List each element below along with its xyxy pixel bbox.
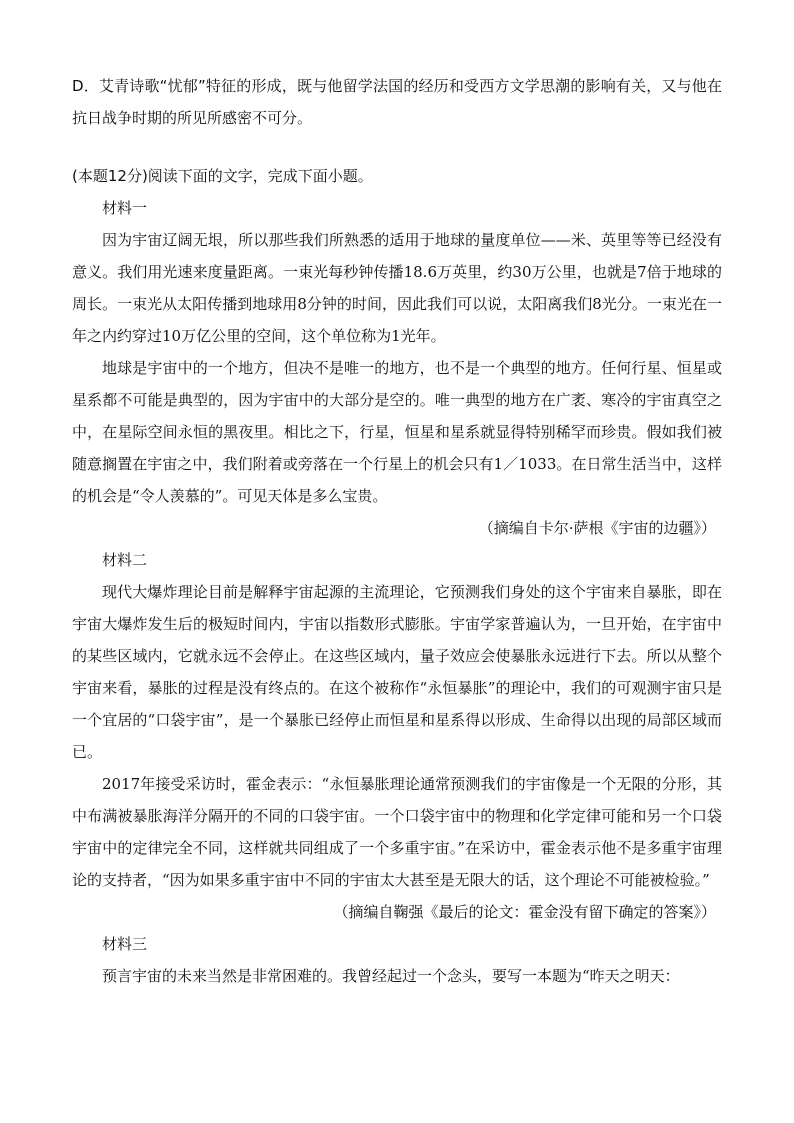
spacer [72, 134, 722, 160]
material2-source: （摘编自鞠强《最后的论文：霍金没有留下确定的答案》） [333, 903, 716, 921]
document-page [72, 70, 722, 992]
material3-para1: 预言宇宙的未来当然是非常困难的。我曾经起过一个念头，要写一本题为“昨天之明天： [102, 967, 680, 985]
material1-para1: 因为宇宙辽阔无垠，所以那些我们所熟悉的适用于地球的量度单位——米、英里等等已经没有意义。我们用光速来度量距离。一束光每秒钟传播18.6万英里，约30万公里，也就是7倍于地球的周长。一束光从太阳传播到地球用8分钟的时间，因此我们可以说，太阳离我们8光分。一束光在一年之内约穿过10万亿公里的空间，这个单位称为1光年。 [72, 231, 722, 345]
material2-para2: 2017年接受采访时，霍金表示：“永恒暴胀理论通常预测我们的宇宙像是一个无限的分形，其中布满被暴胀海洋分隔开的不同的口袋宇宙。一个口袋宇宙中的物理和化学定律可能和另一个口袋宇宙中的定律完全不同，这样就共同组成了一个多重宇宙。”在采访中，霍金表示他不是多重宇宙理论的支持者，“因为如果多重宇宙中不同的宇宙太大甚至是无限大的话，这个理论不可能被检验。” [72, 775, 722, 889]
material2-title: 材料二 [102, 551, 148, 569]
material1-para2: 地球是宇宙中的一个地方，但决不是唯一的地方，也不是一个典型的地方。任何行星、恒星或星系都不可能是典型的，因为宇宙中的大部分是空的。唯一典型的地方在广袤、寒冷的宇宙真空之中，在星际空间永恒的黑夜里。相比之下，行星，恒星和星系就显得特别稀罕而珍贵。假如我们被随意搁置在宇宙之中，我们附着或旁落在一个行星上的机会只有1／1033。在日常生活当中，这样的机会是“令人羡慕的”。可见天体是多么宝贵。 [72, 359, 722, 505]
question-header: (本题12分)阅读下面的文字，完成下面小题。 [72, 167, 373, 185]
material2-para1: 现代大爆炸理论目前是解释宇宙起源的主流理论，它预测我们身处的这个宇宙来自暴胀，即在宇宙大爆炸发生后的极短时间内，宇宙以指数形式膨胀。宇宙学家普遍认为，一旦开始，在宇宙中的某些区域内，它就永远不会停止。在这些区域内，量子效应会使暴胀永远进行下去。所以从整个宇宙来看，暴胀的过程是没有终点的。在这个被称作“永恒暴胀”的理论中，我们的可观测宇宙只是一个宜居的“口袋宇宙”，是一个暴胀已经停止而恒星和星系得以形成、生命得以出现的局部区域而已。 [72, 583, 722, 761]
material1-source: （摘编自卡尔·萨根《宇宙的边疆》） [478, 519, 716, 537]
material3-title: 材料三 [102, 935, 148, 953]
material1-title: 材料一 [102, 199, 148, 217]
option-d: D．艾青诗歌“忧郁”特征的形成，既与他留学法国的经历和受西方文学思潮的影响有关，又与他在抗日战争时期的所见所感密不可分。 [72, 77, 722, 127]
